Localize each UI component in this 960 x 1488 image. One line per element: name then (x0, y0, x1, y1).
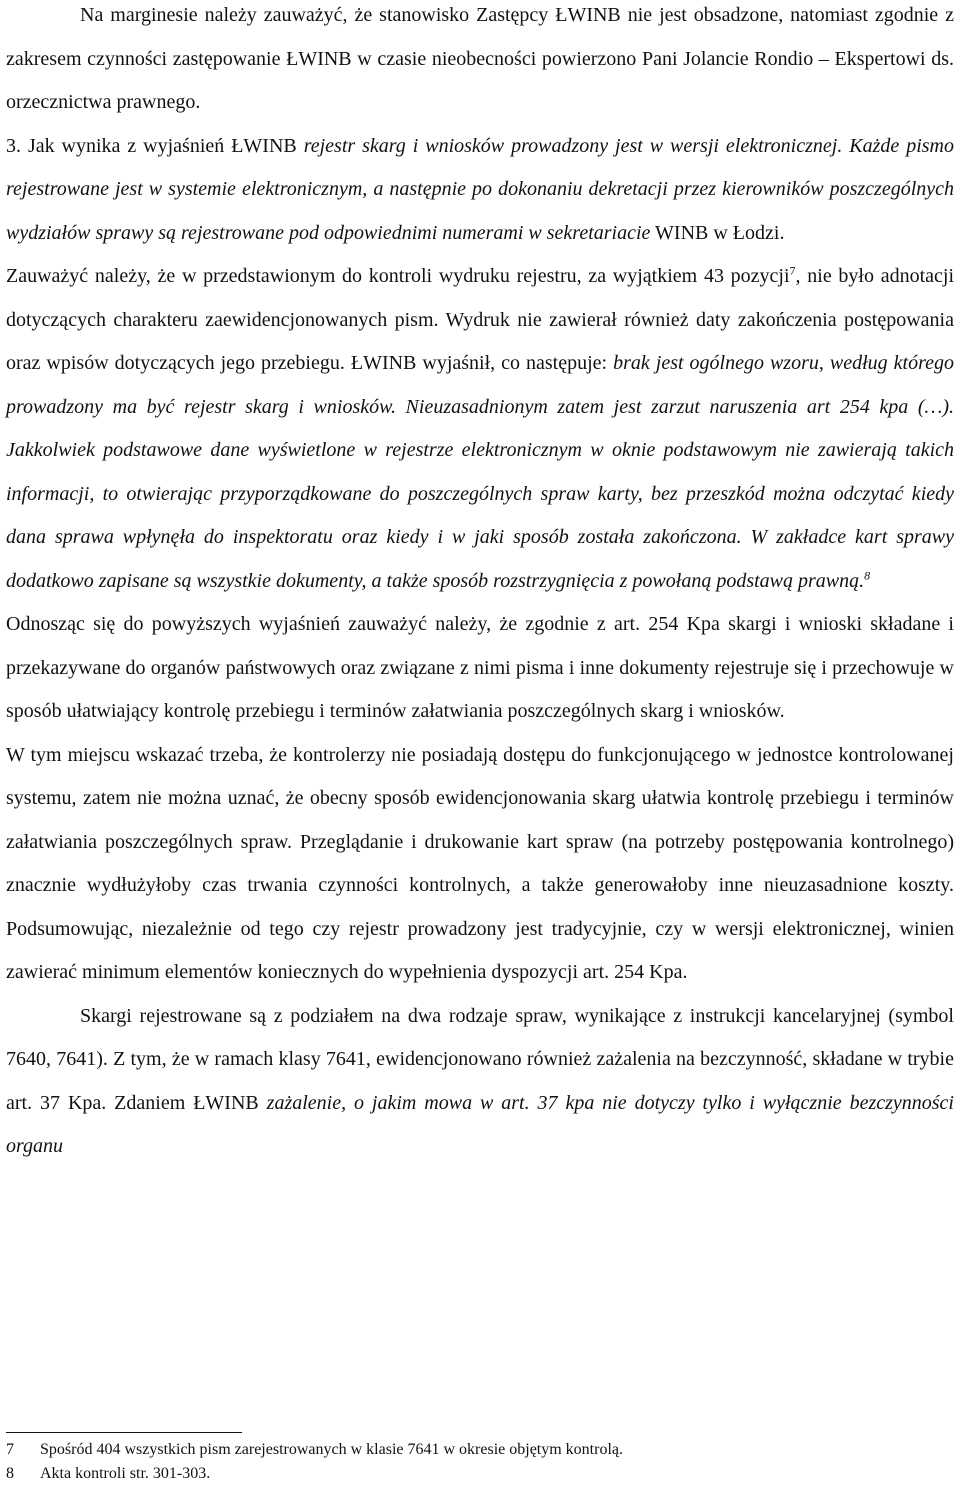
paragraph (6, 734, 954, 995)
paragraph (6, 255, 954, 603)
paragraph-text: W tym miejscu wskazać trzeba, że kontrolerzy nie posiadają dostępu do funkcjonującego w jednostce kontrolowanej systemu, zatem nie można uznać, że obecny sposób ewidencjonowania skarg ułatwia kontrolę przebiegu i terminów załatwiania poszczególnych spraw. Przeglądanie i drukowanie kart spraw (na potrzeby postępowania kontrolnego) znacznie wydłużyłoby czas trwania czynności kontrolnych, a także generowałoby inne nieuzasadnione koszty. Podsumowując, niezależnie od tego czy rejestr prowadzony jest tradycyjnie, czy w wersji elektronicznej, winien zawierać minimum elementów koniecznych do wypełnienia dyspozycji art. 254 Kpa. (6, 743, 954, 983)
footnotes (6, 1432, 946, 1486)
paragraph (6, 125, 954, 256)
footnote-ref[interactable]: 8 (864, 567, 871, 582)
paragraph-text: Zauważyć należy, że w przedstawionym do kontroli wydruku rejestru, za wyjątkiem 43 pozycji (6, 265, 790, 287)
quoted-explanation: brak jest ogólnego wzoru, według którego prowadzony ma być rejestr skarg i wniosków. Nieuzasadnionym zatem jest zarzut naruszenia art 254 kpa (…). Jakkolwiek podstawowe dane wyświetlone w rejestrze elektronicznym w oknie podstawowym nie zawierają takich informacji, to otwierając przyporządkowane do poszczególnych spraw karty, bez przeszkód można odczytać kiedy dana sprawa wpłynęła do inspektoratu oraz kiedy i w jaki sposób została zakończona. W zakładce kart sprawy dodatkowo zapisane są wszystkie dokumenty, a także sposób rozstrzygnięcia z powołaną podstawą prawną. (6, 352, 954, 592)
footnote (6, 1462, 946, 1486)
footnote-ref[interactable]: 7 (789, 263, 796, 278)
paragraph-text: Na marginesie należy zauważyć, że stanowisko Zastępcy ŁWINB nie jest obsadzone, natomiast zgodnie z zakresem czynności zastępowanie ŁWINB w czasie nieobecności powierzono Pani Jolancie Rondio – Ekspertowi ds. orzecznictwa prawnego. (6, 4, 954, 113)
footnote-text: Spośród 404 wszystkich pism zarejestrowanych w klasie 7641 w okresie objętym kontrolą. (40, 1441, 623, 1458)
paragraph (6, 995, 954, 1169)
paragraph-text: Odnosząc się do powyższych wyjaśnień zauważyć należy, że zgodnie z art. 254 Kpa skargi i wnioski składane i przekazywane do organów państwowych oraz związane z nimi pisma i inne dokumenty rejestruje się i przechowuje w sposób ułatwiający kontrolę przebiegu i terminów załatwiania poszczególnych skarg i wniosków. (6, 613, 954, 722)
paragraph-text: WINB w Łodzi. (650, 221, 785, 244)
footnote (6, 1438, 946, 1462)
document-body (6, 0, 954, 1169)
paragraph-text: Skargi rejestrowane są z podziałem na dwa rodzaje spraw, wynikające z instrukcji kancelaryjnej (symbol 7640, 7641). Z tym, że w ramach klasy 7641, ewidencjonowano również zażalenia na bezczynność, składane w trybie art. 37 Kpa. Zdaniem ŁWINB (6, 1004, 954, 1114)
paragraph-text: , nie było adnotacji dotyczących charakteru zaewidencjonowanych pism. Wydruk nie zawierał również daty zakończenia postępowania oraz wpisów dotyczących jego przebiegu. ŁWINB wyjaśnił, co następuje: (6, 265, 955, 374)
paragraph (6, 0, 954, 125)
footnote-number: 8 (6, 1465, 14, 1482)
paragraph (6, 603, 954, 734)
footnote-separator (6, 1432, 242, 1433)
quoted-explanation: rejestr skarg i wniosków prowadzony jest w wersji elektronicznej. Każde pismo rejestrowane jest w systemie elektronicznym, a następnie po dokonaniu dekretacji przez kierowników poszczególnych wydziałów sprawy są rejestrowane pod odpowiednimi numerami w sekretariacie (6, 134, 954, 244)
quoted-explanation: zażalenie, o jakim mowa w art. 37 kpa nie dotyczy tylko i wyłącznie bezczynności organu (6, 1091, 954, 1157)
footnote-text: Akta kontroli str. 301-303. (40, 1465, 211, 1482)
footnote-number: 7 (6, 1441, 14, 1458)
paragraph-text: 3. Jak wynika z wyjaśnień ŁWINB (6, 134, 304, 157)
